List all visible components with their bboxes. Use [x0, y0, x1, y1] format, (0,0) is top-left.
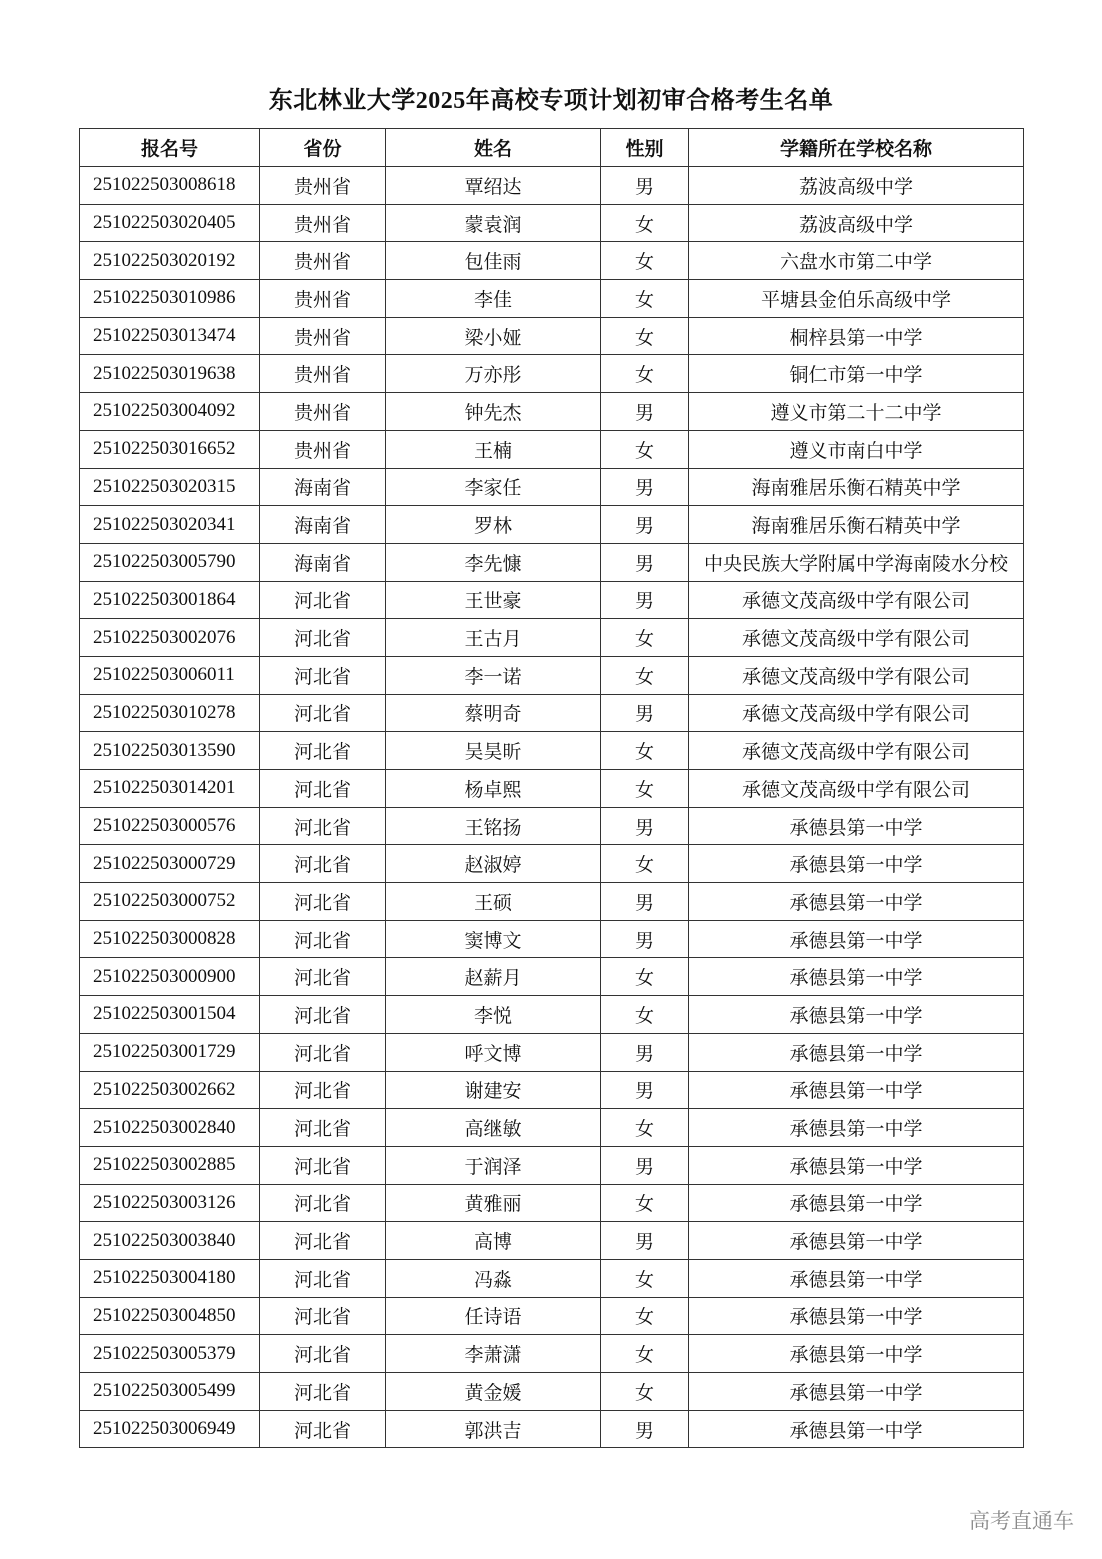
cell-gender: 女: [601, 204, 689, 242]
cell-name: 李先慷: [386, 543, 601, 581]
cell-school: 承德县第一中学: [689, 845, 1024, 883]
cell-province: 河北省: [260, 1373, 386, 1411]
header-name: 姓名: [386, 129, 601, 167]
cell-registration-number: 251022503003126: [80, 1184, 260, 1222]
cell-name: 黄雅丽: [386, 1184, 601, 1222]
cell-province: 河北省: [260, 770, 386, 808]
cell-gender: 女: [601, 1184, 689, 1222]
cell-name: 李萧潇: [386, 1335, 601, 1373]
cell-name: 谢建安: [386, 1071, 601, 1109]
cell-name: 高博: [386, 1222, 601, 1260]
cell-registration-number: 251022503020341: [80, 506, 260, 544]
cell-registration-number: 251022503013474: [80, 317, 260, 355]
cell-province: 海南省: [260, 506, 386, 544]
table-row: [80, 280, 1024, 318]
table-row: [80, 167, 1024, 205]
cell-school: 承德县第一中学: [689, 1033, 1024, 1071]
cell-name: 李佳: [386, 280, 601, 318]
cell-gender: 男: [601, 1146, 689, 1184]
header-school: 学籍所在学校名称: [689, 129, 1024, 167]
table-row: [80, 430, 1024, 468]
cell-registration-number: 251022503000576: [80, 807, 260, 845]
cell-gender: 男: [601, 543, 689, 581]
cell-gender: 男: [601, 393, 689, 431]
cell-registration-number: 251022503019638: [80, 355, 260, 393]
cell-school: 承德文茂高级中学有限公司: [689, 694, 1024, 732]
cell-registration-number: 251022503001729: [80, 1033, 260, 1071]
cell-registration-number: 251022503000828: [80, 920, 260, 958]
cell-school: 六盘水市第二中学: [689, 242, 1024, 280]
cell-gender: 男: [601, 883, 689, 921]
cell-gender: 男: [601, 694, 689, 732]
cell-province: 河北省: [260, 807, 386, 845]
table-row: [80, 1373, 1024, 1411]
table-row: [80, 468, 1024, 506]
cell-province: 河北省: [260, 581, 386, 619]
table-row: [80, 619, 1024, 657]
table-row: [80, 996, 1024, 1034]
cell-name: 覃绍达: [386, 167, 601, 205]
cell-gender: 男: [601, 506, 689, 544]
cell-school: 承德文茂高级中学有限公司: [689, 656, 1024, 694]
table-row: [80, 317, 1024, 355]
cell-name: 于润泽: [386, 1146, 601, 1184]
cell-name: 呼文博: [386, 1033, 601, 1071]
cell-gender: 女: [601, 242, 689, 280]
cell-school: 中央民族大学附属中学海南陵水分校: [689, 543, 1024, 581]
cell-name: 万亦彤: [386, 355, 601, 393]
cell-registration-number: 251022503002885: [80, 1146, 260, 1184]
cell-registration-number: 251022503020192: [80, 242, 260, 280]
table-header-row: [80, 129, 1024, 167]
cell-school: 承德县第一中学: [689, 807, 1024, 845]
cell-name: 钟先杰: [386, 393, 601, 431]
cell-school: 承德文茂高级中学有限公司: [689, 619, 1024, 657]
cell-school: 承德县第一中学: [689, 1259, 1024, 1297]
table-row: [80, 656, 1024, 694]
cell-school: 承德文茂高级中学有限公司: [689, 581, 1024, 619]
cell-school: 承德县第一中学: [689, 1410, 1024, 1448]
cell-name: 任诗语: [386, 1297, 601, 1335]
cell-school: 承德县第一中学: [689, 1071, 1024, 1109]
cell-gender: 女: [601, 355, 689, 393]
cell-gender: 女: [601, 430, 689, 468]
cell-province: 河北省: [260, 958, 386, 996]
cell-province: 河北省: [260, 1071, 386, 1109]
cell-registration-number: 251022503006949: [80, 1410, 260, 1448]
cell-registration-number: 251022503002840: [80, 1109, 260, 1147]
cell-name: 李悦: [386, 996, 601, 1034]
cell-province: 海南省: [260, 543, 386, 581]
cell-school: 承德县第一中学: [689, 1109, 1024, 1147]
cell-registration-number: 251022503002076: [80, 619, 260, 657]
cell-province: 海南省: [260, 468, 386, 506]
cell-name: 李一诺: [386, 656, 601, 694]
cell-province: 贵州省: [260, 167, 386, 205]
cell-school: 承德县第一中学: [689, 1335, 1024, 1373]
table-row: [80, 807, 1024, 845]
cell-school: 承德文茂高级中学有限公司: [689, 770, 1024, 808]
table-row: [80, 1259, 1024, 1297]
cell-province: 河北省: [260, 920, 386, 958]
table-row: [80, 958, 1024, 996]
cell-registration-number: 251022503020315: [80, 468, 260, 506]
cell-name: 冯淼: [386, 1259, 601, 1297]
cell-school: 海南雅居乐衡石精英中学: [689, 506, 1024, 544]
cell-school: 承德县第一中学: [689, 958, 1024, 996]
cell-name: 梁小娅: [386, 317, 601, 355]
cell-gender: 女: [601, 732, 689, 770]
cell-province: 河北省: [260, 656, 386, 694]
cell-registration-number: 251022503014201: [80, 770, 260, 808]
header-gender: 性别: [601, 129, 689, 167]
cell-gender: 男: [601, 1410, 689, 1448]
cell-gender: 男: [601, 468, 689, 506]
cell-province: 贵州省: [260, 317, 386, 355]
cell-gender: 男: [601, 581, 689, 619]
cell-registration-number: 251022503001504: [80, 996, 260, 1034]
cell-name: 王世豪: [386, 581, 601, 619]
cell-province: 河北省: [260, 883, 386, 921]
cell-name: 杨卓熙: [386, 770, 601, 808]
cell-gender: 女: [601, 1109, 689, 1147]
cell-gender: 男: [601, 920, 689, 958]
cell-gender: 男: [601, 167, 689, 205]
cell-province: 河北省: [260, 1109, 386, 1147]
table-row: [80, 1033, 1024, 1071]
candidate-table: [79, 128, 1024, 1448]
cell-name: 罗林: [386, 506, 601, 544]
cell-school: 海南雅居乐衡石精英中学: [689, 468, 1024, 506]
cell-gender: 女: [601, 958, 689, 996]
table-row: [80, 1335, 1024, 1373]
cell-registration-number: 251022503003840: [80, 1222, 260, 1260]
table-row: [80, 1184, 1024, 1222]
cell-province: 河北省: [260, 1033, 386, 1071]
cell-name: 赵薪月: [386, 958, 601, 996]
cell-gender: 女: [601, 280, 689, 318]
cell-registration-number: 251022503010986: [80, 280, 260, 318]
cell-school: 承德县第一中学: [689, 1222, 1024, 1260]
cell-school: 承德县第一中学: [689, 1373, 1024, 1411]
cell-province: 河北省: [260, 996, 386, 1034]
cell-province: 河北省: [260, 1335, 386, 1373]
cell-school: 承德县第一中学: [689, 1297, 1024, 1335]
cell-gender: 女: [601, 845, 689, 883]
cell-province: 河北省: [260, 1146, 386, 1184]
watermark: 高考直通车: [969, 1509, 1074, 1533]
cell-name: 王古月: [386, 619, 601, 657]
table-row: [80, 1109, 1024, 1147]
cell-province: 河北省: [260, 1297, 386, 1335]
cell-province: 河北省: [260, 619, 386, 657]
cell-province: 河北省: [260, 1222, 386, 1260]
cell-name: 窦博文: [386, 920, 601, 958]
cell-name: 黄金媛: [386, 1373, 601, 1411]
cell-registration-number: 251022503008618: [80, 167, 260, 205]
table-row: [80, 694, 1024, 732]
cell-registration-number: 251022503016652: [80, 430, 260, 468]
cell-school: 承德文茂高级中学有限公司: [689, 732, 1024, 770]
cell-school: 承德县第一中学: [689, 1184, 1024, 1222]
cell-gender: 男: [601, 1071, 689, 1109]
header-province: 省份: [260, 129, 386, 167]
table-row: [80, 506, 1024, 544]
cell-school: 承德县第一中学: [689, 996, 1024, 1034]
table-row: [80, 581, 1024, 619]
table-row: [80, 1222, 1024, 1260]
cell-province: 贵州省: [260, 280, 386, 318]
cell-registration-number: 251022503013590: [80, 732, 260, 770]
cell-gender: 女: [601, 770, 689, 808]
table-row: [80, 1146, 1024, 1184]
cell-name: 蔡明奇: [386, 694, 601, 732]
cell-province: 贵州省: [260, 242, 386, 280]
cell-gender: 女: [601, 1373, 689, 1411]
cell-gender: 男: [601, 1222, 689, 1260]
cell-gender: 女: [601, 1335, 689, 1373]
table-row: [80, 770, 1024, 808]
cell-school: 桐梓县第一中学: [689, 317, 1024, 355]
cell-school: 遵义市第二十二中学: [689, 393, 1024, 431]
cell-school: 荔波高级中学: [689, 167, 1024, 205]
cell-name: 王硕: [386, 883, 601, 921]
cell-name: 李家任: [386, 468, 601, 506]
table-row: [80, 1297, 1024, 1335]
cell-province: 河北省: [260, 1410, 386, 1448]
cell-school: 承德县第一中学: [689, 883, 1024, 921]
cell-gender: 女: [601, 317, 689, 355]
table-row: [80, 883, 1024, 921]
cell-registration-number: 251022503005379: [80, 1335, 260, 1373]
cell-registration-number: 251022503004180: [80, 1259, 260, 1297]
header-registration-number: 报名号: [80, 129, 260, 167]
cell-gender: 男: [601, 807, 689, 845]
cell-school: 遵义市南白中学: [689, 430, 1024, 468]
cell-school: 荔波高级中学: [689, 204, 1024, 242]
cell-registration-number: 251022503001864: [80, 581, 260, 619]
cell-school: 铜仁市第一中学: [689, 355, 1024, 393]
cell-registration-number: 251022503005499: [80, 1373, 260, 1411]
cell-registration-number: 251022503002662: [80, 1071, 260, 1109]
cell-registration-number: 251022503006011: [80, 656, 260, 694]
cell-registration-number: 251022503000900: [80, 958, 260, 996]
cell-registration-number: 251022503000729: [80, 845, 260, 883]
cell-province: 贵州省: [260, 430, 386, 468]
table-row: [80, 920, 1024, 958]
cell-name: 高继敏: [386, 1109, 601, 1147]
cell-registration-number: 251022503004850: [80, 1297, 260, 1335]
document-title: 东北林业大学2025年高校专项计划初审合格考生名单: [268, 88, 834, 114]
cell-school: 承德县第一中学: [689, 1146, 1024, 1184]
cell-registration-number: 251022503010278: [80, 694, 260, 732]
cell-name: 王楠: [386, 430, 601, 468]
cell-gender: 女: [601, 1259, 689, 1297]
table-row: [80, 1410, 1024, 1448]
cell-gender: 女: [601, 619, 689, 657]
table-row: [80, 393, 1024, 431]
cell-name: 郭洪吉: [386, 1410, 601, 1448]
cell-province: 贵州省: [260, 204, 386, 242]
cell-school: 承德县第一中学: [689, 920, 1024, 958]
cell-registration-number: 251022503020405: [80, 204, 260, 242]
cell-school: 平塘县金伯乐高级中学: [689, 280, 1024, 318]
cell-gender: 男: [601, 1033, 689, 1071]
cell-province: 河北省: [260, 732, 386, 770]
cell-name: 赵淑婷: [386, 845, 601, 883]
cell-province: 贵州省: [260, 393, 386, 431]
table-row: [80, 242, 1024, 280]
cell-name: 包佳雨: [386, 242, 601, 280]
cell-registration-number: 251022503005790: [80, 543, 260, 581]
table-row: [80, 845, 1024, 883]
cell-name: 蒙袁润: [386, 204, 601, 242]
table-row: [80, 355, 1024, 393]
cell-name: 吴昊昕: [386, 732, 601, 770]
cell-registration-number: 251022503004092: [80, 393, 260, 431]
cell-name: 王铭扬: [386, 807, 601, 845]
table-row: [80, 543, 1024, 581]
table-row: [80, 732, 1024, 770]
cell-gender: 女: [601, 996, 689, 1034]
cell-province: 河北省: [260, 845, 386, 883]
cell-province: 河北省: [260, 1259, 386, 1297]
cell-province: 河北省: [260, 694, 386, 732]
cell-province: 贵州省: [260, 355, 386, 393]
cell-gender: 女: [601, 1297, 689, 1335]
cell-province: 河北省: [260, 1184, 386, 1222]
cell-gender: 女: [601, 656, 689, 694]
table-row: [80, 1071, 1024, 1109]
table-row: [80, 204, 1024, 242]
cell-registration-number: 251022503000752: [80, 883, 260, 921]
